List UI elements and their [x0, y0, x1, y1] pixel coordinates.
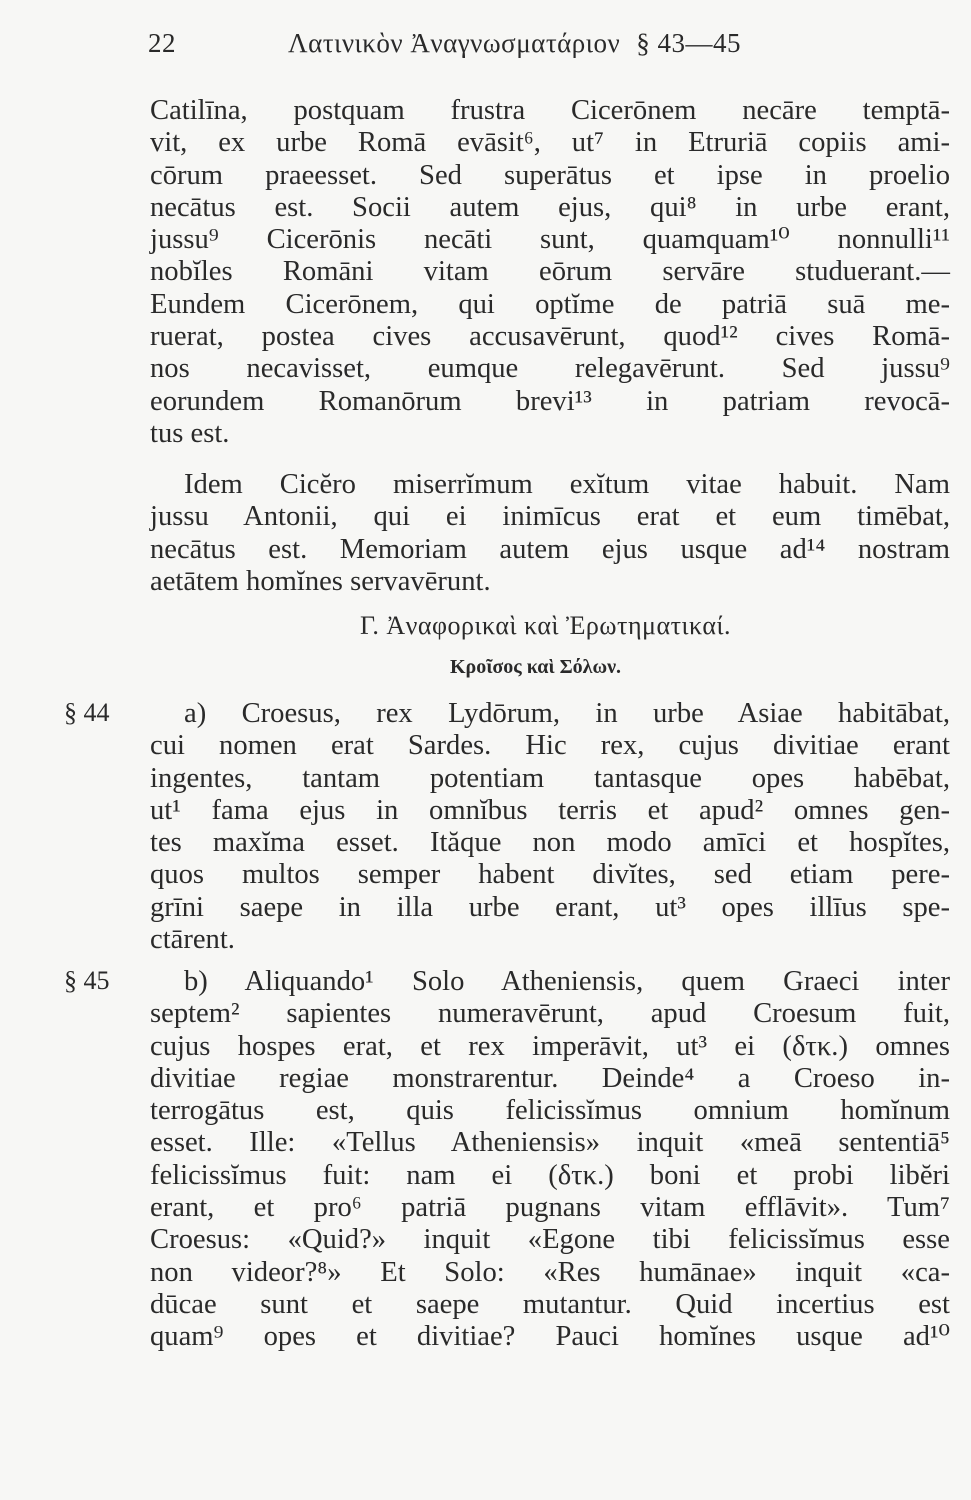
text-line: cujus hospes erat, et rex imperāvit, ut³ ei (δτκ.) omnes	[150, 1030, 950, 1062]
paragraph-catilina	[150, 95, 950, 450]
text-line: terrogātus est, quis felicissĭmus omnium homĭnum	[150, 1095, 950, 1127]
text-line: vit, ex urbe Romā evāsit⁶, ut⁷ in Etruriā copiis ami-	[150, 127, 950, 159]
text-line: nos necavisset, eumque relegavērunt. Sed jussu⁹	[150, 353, 950, 385]
text-line: necātus est. Memoriam autem ejus usque ad¹⁴ nostram	[150, 533, 950, 565]
text-line: grīni saepe in illa urbe erant, ut³ opes illīus spe-	[150, 891, 950, 923]
text-line: eorundem Romanōrum brevi¹³ in patriam revocā-	[150, 385, 950, 417]
text-line: b) Aliquando¹ Solo Atheniensis, quem Graeci inter	[184, 966, 950, 997]
paragraph-cicero	[150, 469, 950, 598]
text-line: cōrum praeesset. Sed superātus et ipse in proelio	[150, 159, 950, 191]
section-45-label: § 45	[64, 966, 110, 995]
text-line: septem² sapientes numeravērunt, apud Croesum fuit,	[150, 998, 950, 1030]
text-line: non videor?⁸» Et Solo: «Res humānae» inquit «ca-	[150, 1256, 950, 1288]
section-range: § 43—45	[636, 28, 742, 58]
text-line: cui nomen erat Sardes. Hic rex, cujus divitiae erant	[150, 730, 950, 762]
book-title: Λατινικὸν Ἀναγνωσματάριον	[288, 28, 621, 58]
text-line: aetātem homĭnes servavērunt.	[150, 565, 491, 597]
page-number: 22	[148, 28, 176, 58]
text-line: jussu⁹ Cicerōnis necāti sunt, quamquam¹⁰ nonnulli¹¹	[150, 224, 950, 256]
text-line: Croesus: «Quid?» inquit «Egone tibi felicissĭmus esse	[150, 1224, 950, 1256]
text-line: ruerat, postea cives accusavērunt, quod¹² cives Romā-	[150, 321, 950, 353]
text-line: jussu Antonii, qui ei inimīcus erat et eum timēbat,	[150, 501, 950, 533]
section-heading: Γ. Ἀναφορικαὶ καὶ Ἐρωτηματικαί.	[359, 611, 732, 640]
text-line: tus est.	[150, 417, 230, 449]
text-line: Eundem Cicerōnem, qui optĭme de patriā suā me-	[150, 288, 950, 320]
text-line: dūcae sunt et saepe mutantur. Quid incertius est	[150, 1288, 950, 1320]
story-title: Κροῖσος καὶ Σόλων.	[449, 656, 622, 678]
text-line: tes maxĭma esset. Ităque non modo amīci et hospĭtes,	[150, 827, 950, 859]
text-line: ctārent.	[150, 924, 235, 956]
text-line: erant, et pro⁶ patriā pugnans vitam efflāvit». Tum⁷	[150, 1192, 950, 1224]
text-line: quos multos semper habent divĭtes, sed etiam pere-	[150, 859, 950, 891]
running-header	[148, 28, 798, 59]
text-line: divitiae regiae monstrarentur. Deinde⁴ a Croeso in-	[150, 1062, 950, 1094]
text-line: nobĭles Romāni vitam eōrum servāre studuerant.—	[150, 256, 950, 288]
paragraph-solo	[150, 966, 950, 1354]
text-line: ut¹ fama ejus in omnĭbus terris et apud² omnes gen-	[150, 794, 950, 826]
text-line: a) Croesus, rex Lydōrum, in urbe Asiae habitābat,	[184, 698, 950, 729]
text-line: necātus est. Socii autem ejus, qui⁸ in urbe erant,	[150, 191, 950, 223]
text-line: esset. Ille: «Tellus Atheniensis» inquit «meā sententiā⁵	[150, 1127, 950, 1159]
text-line: ingentes, tantam potentiam tantasque opes habēbat,	[150, 762, 950, 794]
text-line: Catilīna, postquam frustra Cicerōnem necāre temptā-	[150, 95, 950, 126]
text-line: quam⁹ opes et divitiae? Pauci homĭnes usque ad¹⁰	[150, 1321, 950, 1353]
paragraph-croesus	[150, 698, 950, 956]
text-line: felicissĭmus fuit: nam ei (δτκ.) boni et probi libĕri	[150, 1159, 950, 1191]
text-line: Idem Cicĕro miserrĭmum exĭtum vitae habuit. Nam	[184, 469, 950, 500]
section-44-label: § 44	[64, 698, 110, 727]
